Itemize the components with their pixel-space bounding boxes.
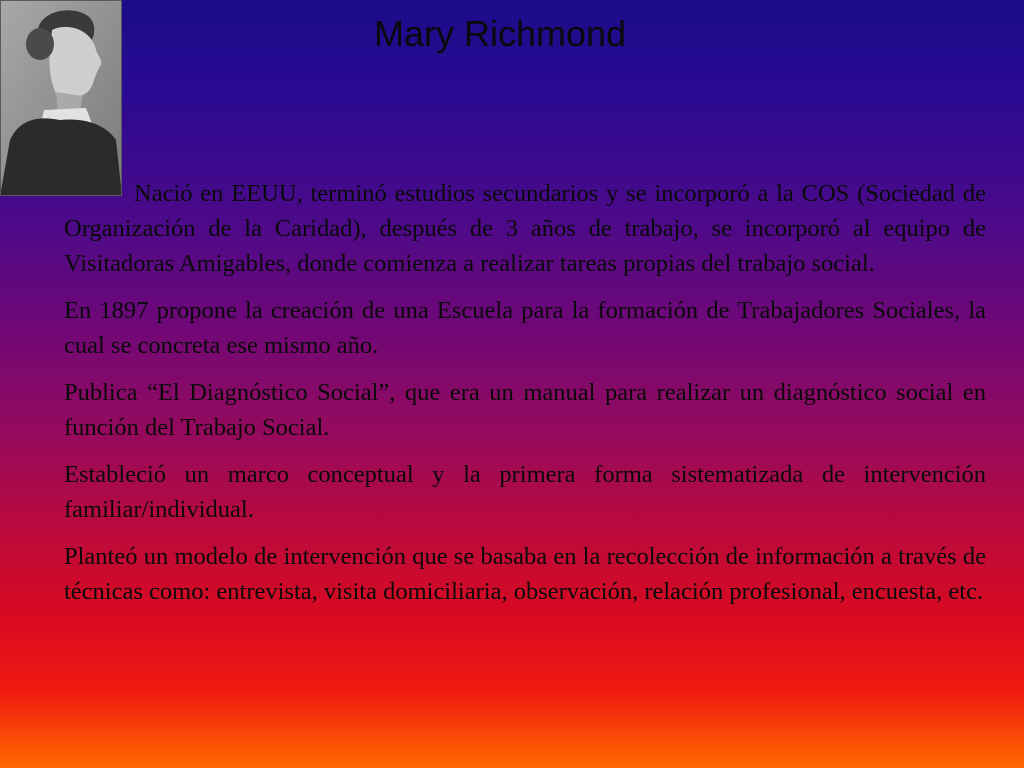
paragraph-conceptual-framework: Estableció un marco conceptual y la primera forma sistematizada de intervención familiar/individual. [64,461,986,523]
paragraph-biography: Nació en EEUU, terminó estudios secundarios y se incorporó a la COS (Sociedad de Organización de la Caridad), después de 3 años de trabajo, se incorporó al equipo de Visitadoras Amigables, donde comienza a realizar tareas propias del trabajo social. [64,180,986,277]
paragraph-social-diagnosis: Publica “El Diagnóstico Social”, que era un manual para realizar un diagnóstico social en función del Trabajo Social. [64,379,986,441]
paragraph-school-1897: En 1897 propone la creación de una Escuela para la formación de Trabajadores Sociales, la cual se concreta ese mismo año. [64,297,986,359]
portrait-icon [0,0,122,196]
slide-body [64,176,986,621]
paragraph-intervention-model: Planteó un modelo de intervención que se basaba en la recolección de información a través de técnicas como: entrevista, visita domiciliaria, observación, relación profesional, encuesta, etc. [64,543,986,605]
portrait-photo [0,0,122,196]
slide-title: Mary Richmond [373,13,627,54]
